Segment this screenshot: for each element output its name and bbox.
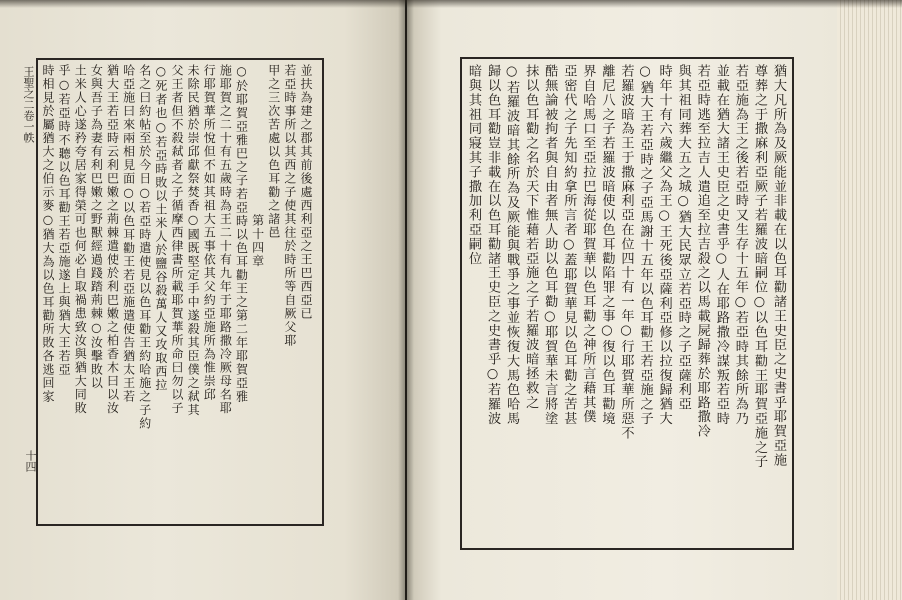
page-edges bbox=[837, 0, 902, 600]
text-column: 甲之三次苦處以色耳勸之諸邑 bbox=[266, 64, 281, 240]
text-column: ○死者也○若亞時敗以土米人於鹽谷殺萬人又攻取西拉 bbox=[153, 64, 168, 392]
text-column: 女與吾子為妻有利巴嫩之野獸經過踐踏荊棘○汝擊敗以 bbox=[89, 64, 104, 390]
folio-title: 王聖之二卷一帙 bbox=[22, 66, 35, 143]
text-column: ○若羅波暗其餘所為及厥能與戰爭之事並恢復大馬色哈馬 bbox=[504, 64, 520, 426]
text-column: 暗與其祖同寢其子撒加利亞嗣位 bbox=[466, 64, 481, 266]
text-column: 離尼八之子若羅波暗使以色耳勸陷罪之事○復以色耳勸境 bbox=[599, 64, 615, 426]
text-column: 時年十有六歲繼父為王○王死後亞薩利亞修以拉復歸猶大 bbox=[656, 64, 672, 426]
text-column: 酷無論被拘者與自由者無人助以色耳勸○耶賀華未言將塗 bbox=[542, 64, 558, 426]
text-column: 歸以色耳勸豈非載在以色耳勸諸王史臣之史書乎○若羅波 bbox=[485, 64, 501, 426]
text-column: 名之曰約帖至於今日○若亞時遣使見以色耳勸王約哈施之子約 bbox=[137, 64, 152, 431]
text-column: 若亞時逃至拉吉人遣追至拉吉殺之以馬載屍歸葬於耶路撒冷 bbox=[694, 64, 710, 439]
right-text-columns bbox=[467, 64, 785, 544]
text-column: 父王者但不殺弒者之子循摩西律書所載耶賀華所命曰勿以子 bbox=[170, 64, 184, 415]
text-column: ○於耶賀亞雅巴之子若亞時以色耳勸王之第二年耶賀亞雅 bbox=[234, 64, 249, 404]
text-column: 行耶賀華所悅但不如其祖大五事依其父約亞施所為惟崇邱 bbox=[202, 64, 217, 402]
book-spine bbox=[398, 0, 414, 600]
chapter-heading: 第十四章 bbox=[250, 214, 265, 268]
text-column: 尊葬之于撒麻利亞厥子若羅波暗嗣位○以色耳勸王耶賀亞施之子 bbox=[751, 64, 767, 469]
text-column: 與其祖同葬大五之城○猶大民眾立若亞時之子亞薩利亞 bbox=[675, 64, 691, 412]
text-column: 土米人心遂矜夸居家得榮可也何必自取禍患致汝與猶大同敗 bbox=[73, 64, 88, 415]
text-column: ○猶大王若亞時之子亞馬謝十五年以色耳勸王若亞施之子 bbox=[637, 64, 653, 426]
text-column: 若羅波暗為王于撒麻利亞在位四十有一年○行耶賀華所惡不 bbox=[618, 64, 634, 441]
text-column: 哈亞施曰來兩相見面○以色耳勸王若亞施遣使告猶太王若 bbox=[121, 64, 136, 404]
text-column: 若亞時事所以其西之子使其往於時所等自厥父耶 bbox=[282, 64, 297, 348]
left-text-columns bbox=[42, 64, 312, 522]
text-column: 界自哈馬口至亞拉巴海從耶賀華以色耳勸之神所言藉其僕 bbox=[580, 64, 596, 424]
text-column: 抹以色耳勸之名於天下惟藉若亞施之子若羅波暗拯救之 bbox=[523, 64, 539, 410]
text-column: 時相見於屬猶大之伯示麥○猶大為以色耳勸所敗各逃回家 bbox=[41, 64, 55, 404]
top-shadow bbox=[0, 0, 902, 8]
page-number: 十四 bbox=[24, 450, 37, 472]
text-column: 若亞施為王之後若亞時又生存十五年○若亞時其餘所為乃 bbox=[732, 64, 748, 426]
text-column: 並扶為建之郡其前後處西利亞之王巴西亞已 bbox=[299, 64, 313, 321]
text-column: 未除民猶於崇邱獻祭焚香○國既堅定手中遂殺其臣僕之弒其 bbox=[186, 64, 201, 417]
text-column: 猶大王若亞時云利巴嫩之荊棘遣使於利巴嫩之柏香木曰以汝 bbox=[105, 64, 120, 415]
text-column: 猶大凡所為及厥能並非載在以色耳勸諸王史臣之史書乎耶賀亞施 bbox=[771, 64, 786, 468]
text-column: 施耶賀之二十有五歲時為王二十有九年于耶路撒冷厥母名耶 bbox=[218, 64, 233, 415]
text-column: 並載在猶大諸王史臣之史書乎○人在耶路撒冷謀叛若亞時 bbox=[713, 64, 729, 426]
text-column: 乎○若亞時不聽以色耳勸王若亞施遂上與猶大王若亞 bbox=[57, 64, 72, 377]
text-column: 亞密代之子先知約拿所言者○蓋耶賀華見以色耳勸之苦甚 bbox=[561, 64, 577, 426]
